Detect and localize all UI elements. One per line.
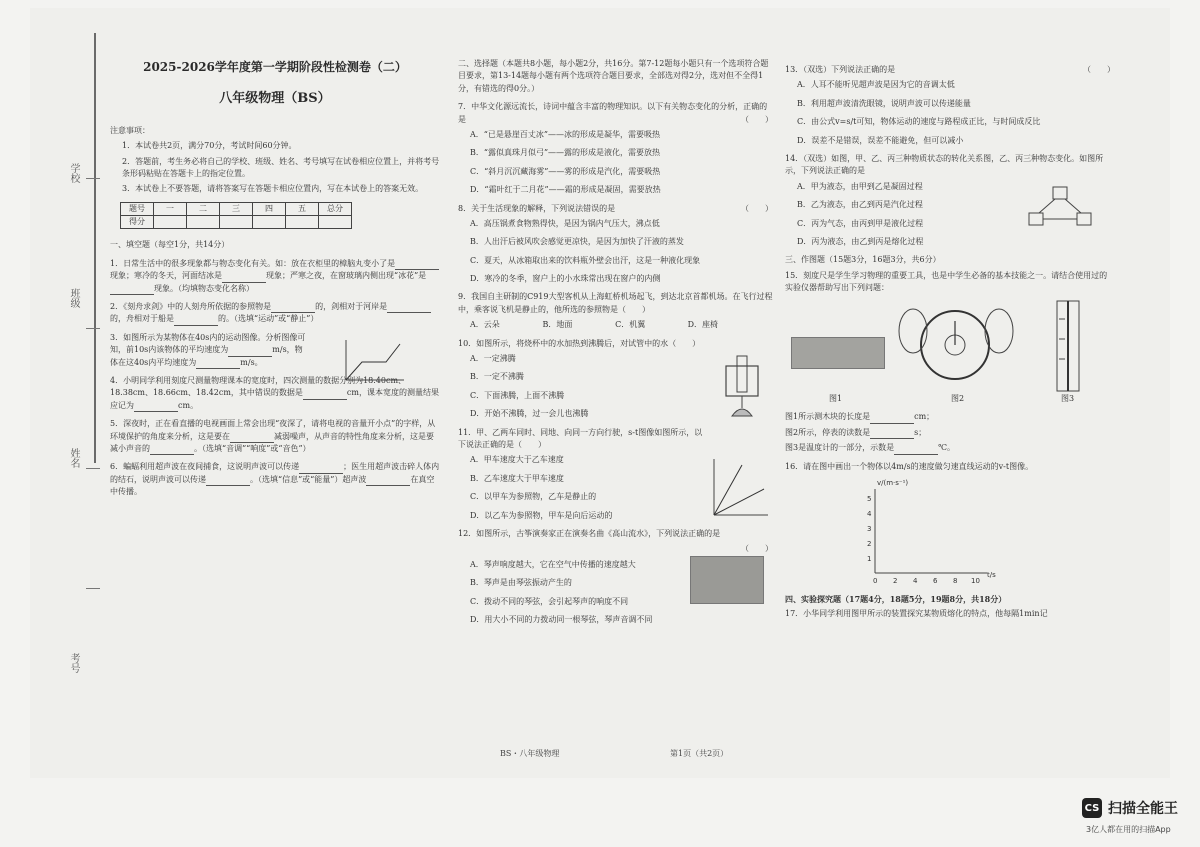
question-10: 10．如图所示，将烧杯中的水加热到沸腾后，对试管中的水 — [458, 338, 669, 348]
graph-y-tick: 5 — [867, 495, 872, 504]
graph-y-tick: 2 — [867, 540, 872, 549]
stopwatch-figure — [895, 301, 1015, 381]
question-16: 16．请在图中画出一个物体以4m/s的速度做匀速直线运动的v-t图像。 — [785, 461, 1034, 471]
option: D．寒冷的冬季，窗户上的小水珠常出现在窗户的内侧 — [470, 274, 661, 284]
option: C．机翼 — [615, 320, 646, 330]
column-2: 二、选择题（本题共8小题，每小题2分，共16分。第7-12题每小题只有一个选项符合题目要求，第13-14题每小题有两个选项符合题目要求，全部选对得2分，选对但不全得1分，有错选的得0分。） 7．中华文化源远流长，诗词中蕴含丰富的物理知识。以下有关物态变化的分析，正确的是 （ ） A．“已是悬崖百丈冰”——冰的形成是凝华，需要吸热 B．“露似真珠月似弓”——露的形成是液化，需要放热 C．“斜月沉沉藏海雾”——雾的形成是汽化，需要吸热 D．“霜叶红于二月花”——霜的形成是凝固，需要放热 8．关于生活现象的解释，下列说法错误的是 （ ） A．高压锅煮食物熟得快，是因为锅内气压大，沸点低 B．人出汗后被风吹会感觉更凉快，是因为加快了汗液的蒸发 C．夏天，从冰箱取出来的饮料瓶外壁会出汗，这是一种液化现象 D．寒冷的冬季，窗户上的小水珠常出现在窗户的内侧 9．我国自主研制的C919大型客机从上海虹桥机场起飞，到达北京首都机场。在飞行过程中，乘客说飞机是静止的，他所选的参照物是（ ） A．云朵 B．地面 C．机翼 D．座椅 10．如图所示，将烧杯中的水加热到沸腾后，对试管中的水（ ） A．一定沸腾 B．一定不沸腾 C．下面沸腾，上面不沸腾 D．开始不沸腾，过一会儿也沸腾 11．甲、乙两车同时、同地、向同一方向行驶，s-t图像如图所示，以下说法正确的是（ ） A．甲车速度大于乙车速度 B．乙车速度大于甲车速度 C．以甲车为参照物，乙车是静止的 D．以乙车为参照物，甲车是向后运动的 12．如图所示，古筝演奏家正在演奏名曲《高山流水》，下列说法正确的是 （ ） A．琴声响度越大，它在空气中传播的速度越大 B．琴声是由琴弦振动产生的 C．拨动不同的琴弦，会引起琴声的响度不同 D．用大小不同的力拨动同一根琴弦，琴声音调不同 — [458, 58, 773, 632]
question-15-part: 图3是温度计的一部分，示数是 — [785, 443, 895, 453]
question-6: 6．蝙蝠利用超声波在夜间捕食，这说明声波可以传递 — [110, 462, 300, 472]
question-7: 7．中华文化源远流长，诗词中蕴含丰富的物理知识。以下有关物态变化的分析，正确的是 — [458, 102, 768, 124]
column-1: 2025-2026学年度第一学期阶段性检测卷（二） 八年级物理（BS） 注意事项： 1．本试卷共2页，满分70分，考试时间60分钟。 2．答题前，考生务必将自己的学校、班级、姓名、考号填写在试卷相应位置上，并将考号条形码粘贴在答题卡上的指定位置。 3．本试卷上不要答题，请将答案写在答题卡相应位置内，写在本试卷上的答案无效。 题号 一 二 三 四 五 总分 得分 一、填空题（每空1分，共14分） 1．日常生活中的很多现象都与物态变化有关。如：放在衣柜里的樟脑丸变小了是现象；寒冷的冬天，河面结冰是 现象；严寒之夜，在窗玻璃内侧出现“冰花”是现象。（均填物态变化名称） 2．《刻舟求剑》中的人刻舟所依据的参照物是 的，剑相对于河岸是的，舟相对于船是 的。（选填“运动”或“静止”） 3．如图所示为某物体在40s内的运动图像。分析图像可知，前10s内该物体的平均速度为 m/s，物体在这40s内平均速度为 m/s。 4．小明同学利用刻度尺测量物理课本的宽度时，四次测量的数据分别为18.40cm、18.38cm、18.66cm、18.42cm，其中错误的数据是 cm，课本宽度的测量结果应记为 cm。 5．深夜时，正在看直播的电视画面上常会出现“夜深了，请将电视的音量开小点”的字样，从环境保护的角度来分析，这是要在 减弱噪声，从声音的特性角度来分析，这是要减小声音的 。（选填“音调”“响度”或“音色”） 6．蝙蝠利用超声波在夜间捕食，这说明声波可以传递 ；医生用超声波击碎人体内的结石，说明声波可以传递 。（选填“信息”或“能量”）超声波 在真空中传播。 — [110, 60, 440, 497]
score-header-cell: 四 — [253, 202, 286, 215]
question-14: 14．（双选）如图，甲、乙、丙三种物质状态的转化关系图，乙、丙三种物态变化。如图所示，下列说法正确的是 — [785, 153, 1104, 176]
score-row-label: 得分 — [121, 216, 154, 229]
question-2: 2．《刻舟求剑》中的人刻舟所依据的参照物是 — [110, 302, 272, 312]
q3-graph-figure — [338, 336, 408, 386]
notice-heading: 注意事项： — [110, 125, 150, 135]
option: B．一定不沸腾 — [470, 372, 524, 382]
graph-x-tick: 2 — [893, 577, 898, 586]
option: A．甲车速度大于乙车速度 — [470, 455, 564, 465]
question-12: 12．如图所示，古筝演奏家正在演奏名曲《高山流水》，下列说法正确的是 — [458, 528, 721, 538]
question-4: 4．小明同学利用刻度尺测量物理课本的宽度时，四次测量的数据分别为18.40cm、18.38cm、18.66cm、18.42cm，其中错误的数据是 — [110, 375, 407, 398]
beaker-figure — [720, 354, 764, 418]
column-3: 13．（双选）下列说法正确的是 （ ） A．人耳不能听见超声波是因为它的音调太低 B．利用超声波清洗眼镜，说明声波可以传递能量 C．由公式v=s/t可知，物体运动的速度与路程成正比，与时间成反比 D．误差不是错误，误差不能避免，但可以减小 14．（双选）如图，甲、乙、丙三种物质状态的转化关系图，乙、丙三种物态变化。如图所示，下列说法正确的是 A．甲为液态，由甲到乙是凝固过程 B．乙为液态，由乙到丙是汽化过程 C．丙为气态，由丙到甲是液化过程 D．丙为液态，由乙到丙是熔化过程 三、作图题（15题3分，16题3分，共6分） 15．刻度尺是学生学习物理的重要工具，也是中学生必备的基本技能之一。请结合使用过的实验仪器帮助写出下列问题： 图1 图2 图3 图1所示测木块的长度是 cm； 图2所示，停表的读数是 s； 图3是温度计的一部分，示数是 ℃。 16．请在图中画出一个物体以4m/s的速度做匀速直线运动的v-t图像。 v/(m·s⁻¹) t/s 5 4 3 2 1 0 2 4 6 8 10 四、实验探究题（17题4分，18题5分，19题8分，共18分） 17．小华同学利用图甲所示的装置探究某物质熔化的特点，他每隔1min记 — [785, 58, 1115, 624]
question-5: 5．深夜时，正在看直播的电视画面上常会出现“夜深了，请将电视的音量开小点”的字样，从环境保护的角度来分析，这是要在 — [110, 419, 436, 441]
option: B．利用超声波清洗眼镜，说明声波可以传递能量 — [797, 98, 971, 108]
guzheng-photo — [690, 556, 764, 604]
ruler-figure — [791, 337, 885, 369]
question-1: 1．日常生活中的很多现象都与物态变化有关。如：放在衣柜里的樟脑丸变小了是 — [110, 258, 396, 268]
option: C．“斜月沉沉藏海雾”——雾的形成是汽化，需要吸热 — [470, 166, 661, 176]
thermometer-figure — [1053, 299, 1083, 395]
score-header-cell: 题号 — [121, 202, 154, 215]
option: B．“露似真珠月似弓”——露的形成是液化，需要放热 — [470, 148, 661, 158]
option: A．高压锅煮食物熟得快，是因为锅内气压大，沸点低 — [470, 218, 660, 228]
question-15-part: 图2所示，停表的读数是 — [785, 427, 871, 437]
question-15: 15．刻度尺是学生学习物理的重要工具，也是中学生必备的基本技能之一。请结合使用过的实验仪器帮助写出下列问题： — [785, 270, 1108, 293]
graph-x-tick: 10 — [971, 577, 980, 586]
figure-label: 图2 — [951, 394, 965, 404]
option: A．“已是悬崖百丈冰”——冰的形成是凝华，需要吸热 — [470, 129, 660, 139]
option: C．拨动不同的琴弦，会引起琴声的响度不同 — [470, 596, 629, 606]
camscanner-icon: CS — [1082, 798, 1102, 818]
option: C．丙为气态，由丙到甲是液化过程 — [797, 218, 924, 228]
option: C．夏天，从冰箱取出来的饮料瓶外壁会出汗，这是一种液化现象 — [470, 255, 701, 265]
question-8: 8．关于生活现象的解释，下列说法错误的是 — [458, 203, 616, 213]
graph-x-tick: 4 — [913, 577, 918, 586]
question-15-part: 图1所示测木块的长度是 — [785, 412, 871, 422]
figure-label: 图1 — [829, 394, 843, 404]
score-header-cell: 二 — [187, 202, 220, 215]
margin-label-school: 学校 — [68, 163, 79, 183]
option: B．地面 — [542, 320, 573, 330]
option: B．乙车速度大于甲车速度 — [470, 473, 564, 483]
option: C．由公式v=s/t可知，物体运动的速度与路程成正比，与时间成反比 — [797, 117, 1041, 127]
option: C．以甲车为参照物，乙车是静止的 — [470, 492, 597, 502]
section-heading: 一、填空题（每空1分，共14分） — [110, 240, 230, 250]
option: B．人出汗后被风吹会感觉更凉快，是因为加快了汗液的蒸发 — [470, 237, 684, 247]
graph-x-tick: 0 — [873, 577, 878, 586]
footer-left: BS・八年级物理 — [500, 749, 560, 758]
graph-x-tick: 8 — [953, 577, 958, 586]
option: B．乙为液态，由乙到丙是汽化过程 — [797, 200, 923, 210]
camscanner-watermark — [1082, 798, 1178, 818]
option: D．“霜叶红于二月花”——霜的形成是凝固，需要放热 — [470, 185, 661, 195]
section-heading: 三、作图题（15题3分，16题3分，共6分） — [785, 255, 941, 265]
figure-label: 图3 — [1061, 394, 1075, 404]
exam-paper — [30, 8, 1170, 778]
graph-y-tick: 1 — [867, 555, 872, 564]
footer-page: 第1页（共2页） — [670, 749, 729, 758]
question-11: 11．甲、乙两车同时、同地、向同一方向行驶，s-t图像如图所示，以下说法正确的是 — [458, 427, 703, 449]
option: D．以乙车为参照物，甲车是向后运动的 — [470, 510, 613, 520]
option: D．误差不是错误，误差不能避免，但可以减小 — [797, 135, 964, 145]
margin-label-name: 姓名 — [68, 448, 79, 468]
score-header-cell: 总分 — [319, 202, 352, 215]
score-header-cell: 五 — [286, 202, 319, 215]
notice-item: 1．本试卷共2页，满分70分，考试时间60分钟。 — [122, 141, 297, 151]
option: A．人耳不能听见超声波是因为它的音调太低 — [797, 80, 955, 90]
notice-item: 3．本试卷上不要答题，请将答案写在答题卡相应位置内，写在本试卷上的答案无效。 — [122, 184, 424, 194]
option: D．座椅 — [687, 320, 719, 330]
option: D．丙为液态，由乙到丙是熔化过程 — [797, 236, 924, 246]
question-3: 3．如图所示为某物体在40s内的运动图像。 — [110, 332, 266, 342]
camscanner-name: 扫描全能王 — [1108, 801, 1178, 817]
notice-item: 2．答题前，考生务必将自己的学校、班级、姓名、考号填写在试卷相应位置上，并将考号条形码粘贴在答题卡上的指定位置。 — [122, 156, 440, 178]
option: D．用大小不同的力拨动同一根琴弦，琴声音调不同 — [470, 614, 653, 624]
graph-x-label: t/s — [987, 571, 996, 580]
camscanner-tagline: 3亿人都在用的扫描App — [1086, 825, 1171, 834]
question-17: 17．小华同学利用图甲所示的装置探究某物质熔化的特点，他每隔1min记 — [785, 609, 1048, 619]
graph-x-tick: 6 — [933, 577, 938, 586]
graph-y-tick: 3 — [867, 525, 872, 534]
option: A．云朵 — [470, 320, 500, 330]
margin-label-class: 班级 — [68, 288, 79, 308]
binding-line — [94, 33, 96, 463]
option: A．甲为液态，由甲到乙是凝固过程 — [797, 181, 923, 191]
option: D．开始不沸腾，过一会儿也沸腾 — [470, 409, 589, 419]
exam-subtitle: 八年级物理（BS） — [219, 90, 331, 106]
option: A．一定沸腾 — [470, 354, 516, 364]
graph-y-tick: 4 — [867, 510, 872, 519]
option: A．琴声响度越大，它在空气中传播的速度越大 — [470, 559, 636, 569]
vt-graph — [855, 477, 1005, 587]
score-header-cell: 三 — [220, 202, 253, 215]
option: C．下面沸腾，上面不沸腾 — [470, 390, 565, 400]
st-graph-figure — [708, 455, 772, 521]
score-table — [120, 202, 352, 230]
state-cycle-figure — [1023, 183, 1103, 235]
margin-label-id: 考号 — [68, 653, 79, 673]
section-heading: 二、选择题（本题共8小题，每小题2分，共16分。第7-12题每小题只有一个选项符合题目要求，第13-14题每小题有两个选项符合题目要求，全部选对得2分，选对但不全得1分，有错选的得0分。） — [458, 59, 769, 93]
score-header-cell: 一 — [154, 202, 187, 215]
exam-title: 2025-2026学年度第一学期阶段性检测卷（二） — [143, 60, 407, 74]
option: B．琴声是由琴弦振动产生的 — [470, 578, 572, 588]
graph-y-label: v/(m·s⁻¹) — [877, 479, 909, 488]
section-heading: 四、实验探究题（17题4分，18题5分，19题8分，共18分） — [785, 594, 1007, 605]
question-13: 13．（双选）下列说法正确的是 — [785, 65, 896, 74]
question-9: 9．我国自主研制的C919大型客机从上海虹桥机场起飞，到达北京首都机场。在飞行过程中，乘客说飞机是静止的，他所选的参照物是 — [458, 292, 773, 314]
